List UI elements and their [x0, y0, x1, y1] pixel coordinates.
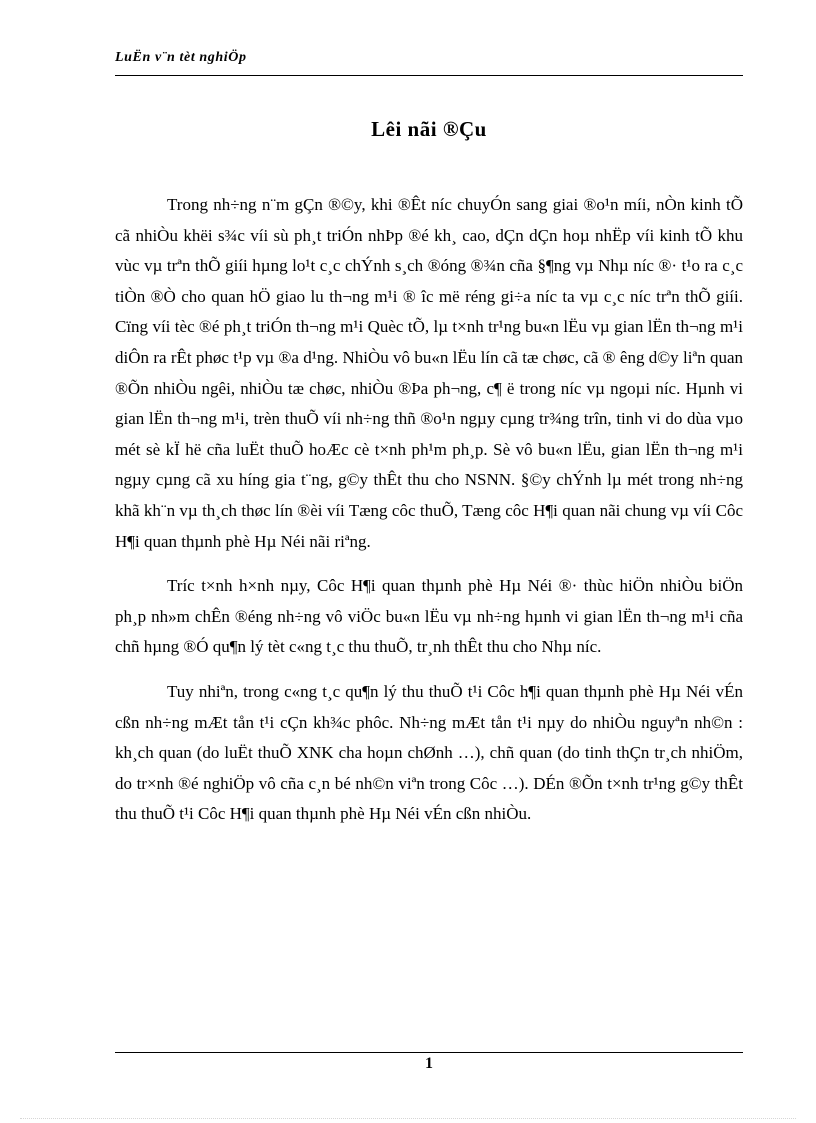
body-text	[115, 190, 743, 844]
paragraph-1: Trong nh÷ng n¨m gÇn ®©y, khi ®Êt níc chuyÓn sang giai ®o¹n míi, nÒn kinh tÕ cã nhiÒu khëi s¾c víi sù ph¸t triÓn nhÞp ®é kh¸ cao, dÇn dÇn hoµ nhËp víi kinh tÕ khu vùc vµ trªn thÕ giíi hµng lo¹t c¸c chÝnh s¸ch ®óng ®¾n cña §¶ng vµ Nhµ níc ®· t¹o ra c¸c tiÒn ®Ò cho quan hÖ giao lu th¬ng m¹i ® îc më réng gi÷a níc ta vµ c¸c níc trªn thÕ giíi. Cïng víi tèc ®é ph¸t triÓn th¬ng m¹i Quèc tÕ, lµ t×nh tr¹ng bu«n lËu vµ gian lËn th¬ng m¹i diÔn ra rÊt phøc t¹p vµ ®a d¹ng. NhiÒu vô bu«n lËu lín cã tæ chøc, cã ® êng d©y liªn quan ®Õn nhiÒu ngêi, nhiÒu tæ chøc, nhiÒu ®Þa ph¬ng, c¶ ë trong níc vµ ngoµi níc. Hµnh vi gian lËn th¬ng m¹i, trèn thuÕ víi nh÷ng thñ ®o¹n ngµy cµng tr¾ng trîn, tinh vi do dùa vµo mét sè kÏ hë cña luËt thuÕ hoÆc cè t×nh ph¹m ph¸p. Sè vô bu«n lËu, gian lËn th¬ng m¹i ngµy cµng cã xu híng gia t¨ng, g©y thÊt thu cho NSNN. §©y chÝnh lµ mét trong nh÷ng khã kh¨n vµ th¸ch thøc lín ®èi víi Tæng côc thuÕ, Tæng côc H¶i quan nãi chung vµ víi Côc H¶i quan thµnh phè Hµ Néi nãi riªng.	[115, 195, 743, 551]
page-number: 1	[425, 1055, 433, 1072]
paragraph-3: Tuy nhiªn, trong c«ng t¸c qu¶n lý thu thuÕ t¹i Côc h¶i quan thµnh phè Hµ Néi vÉn cßn nh÷ng mÆt tån t¹i cÇn kh¾c phôc. Nh÷ng mÆt tån t¹i nµy do nhiÒu nguyªn nh©n : kh¸ch quan (do luËt thuÕ XNK cha hoµn chØnh …), chñ quan (do tinh thÇn tr¸ch nhiÖm, do tr×nh ®é nghiÖp vô cña c¸n bé nh©n viªn trong Côc …). DÉn ®Õn t×nh tr¹ng g©y thÊt thu thuÕ t¹i Côc H¶i quan thµnh phè Hµ Néi vÉn cßn nhiÒu.	[115, 681, 743, 824]
header-divider	[115, 75, 743, 76]
page-bottom-edge	[20, 1118, 796, 1119]
running-header: LuËn v¨n tèt nghiÖp	[115, 50, 247, 65]
paragraph-2: Tríc t×nh h×nh nµy, Côc H¶i quan thµnh phè Hµ Néi ®· thùc hiÖn nhiÒu biÖn ph¸p nh»m chÊn ®éng nh÷ng vô viÖc bu«n lËu vµ nh÷ng hµnh vi gian lËn th¬ng m¹i cña chñ hµng ®Ó qu¶n lý tèt c«ng t¸c thu thuÕ, tr¸nh thÊt thu cho Nhµ níc.	[115, 576, 743, 657]
page-title: Lêi nãi ®Çu	[371, 117, 487, 141]
footer-divider	[115, 1052, 743, 1053]
